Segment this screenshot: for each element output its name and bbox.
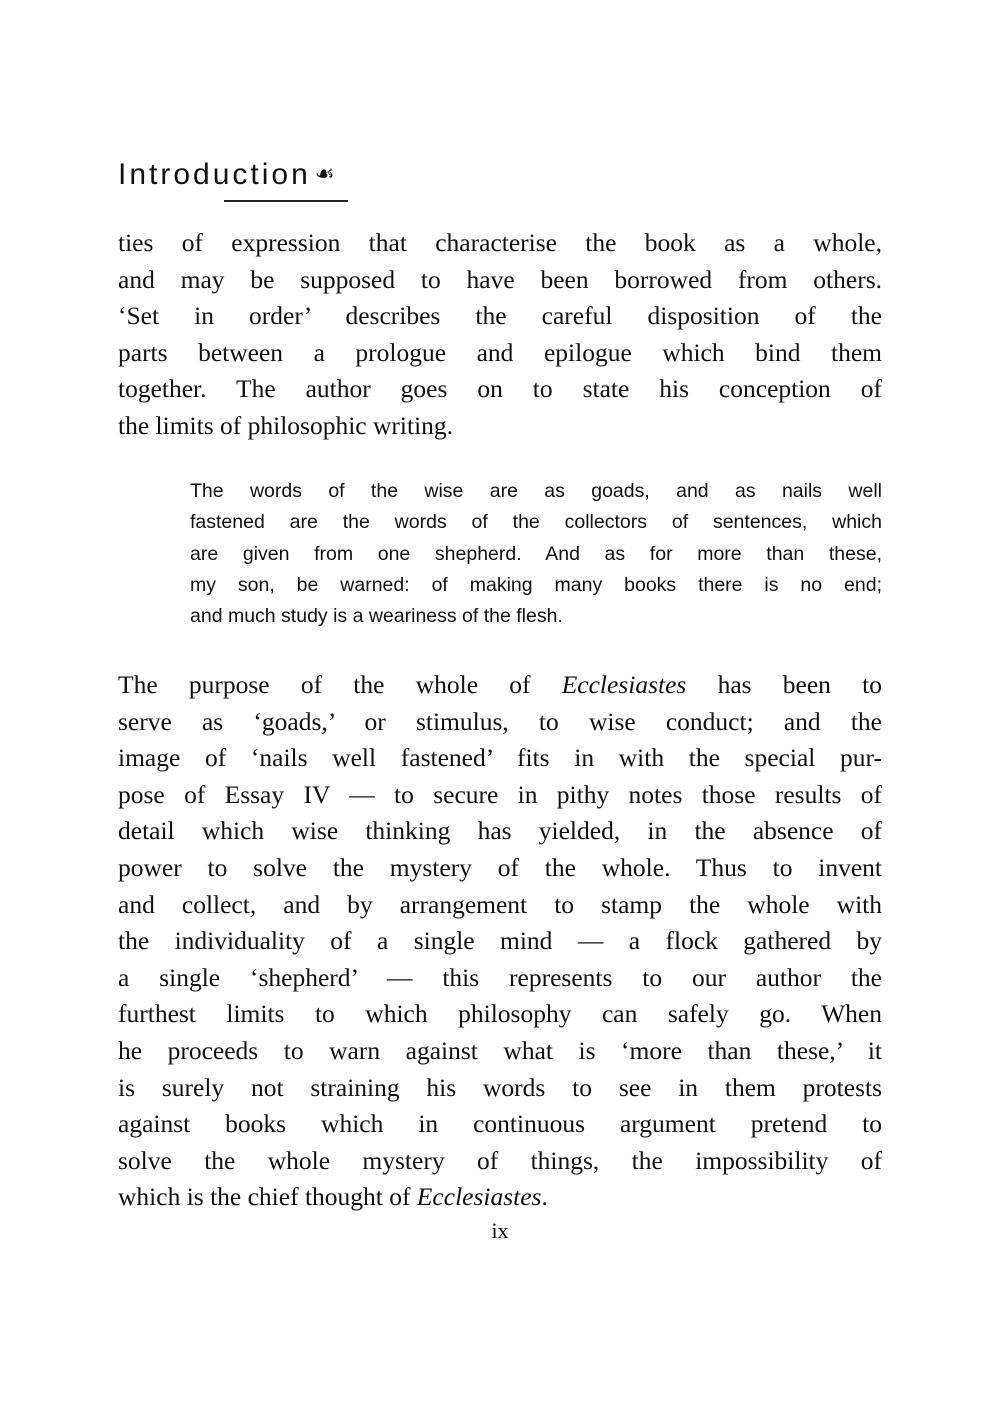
text-line: ties of expression that characterise the book as a whole, (118, 228, 882, 257)
text-line: is surely not straining his words to see in them protests (118, 1072, 882, 1102)
running-head-rule (224, 200, 348, 202)
text-run: has been to (686, 670, 882, 699)
book-title: Ecclesiastes (561, 670, 687, 699)
text-line: serve as ‘goads,’ or stimulus, to wise conduct; and the (118, 706, 882, 736)
page-number: ix (491, 1218, 509, 1243)
text-line: detail which wise thinking has yielded, in the absence of (118, 816, 882, 846)
text-line: and collect, and by arrangement to stamp the whole with (118, 889, 882, 919)
text-run: . (541, 1182, 548, 1212)
quote-line: fastened are the words of the collectors of sentences, which (190, 511, 882, 534)
text-line: parts between a prologue and epilogue which bind them (118, 337, 882, 367)
text-line: the limits of philosophic writing. (118, 410, 454, 440)
text-line: solve the whole mystery of things, the impossibility of (118, 1145, 882, 1175)
fleuron-icon: ☙ (314, 162, 335, 187)
quote-line: and much study is a weariness of the flesh. (190, 605, 563, 628)
text-line: together. The author goes on to state his conception of (118, 374, 882, 404)
text-line: furthest limits to which philosophy can safely go. When (118, 999, 882, 1029)
text-run: The purpose of the whole of (118, 670, 562, 699)
text-line: image of ‘nails well fastened’ fits in with the special pur- (118, 743, 882, 773)
paragraph-1 (118, 225, 882, 445)
text-run: which is the chief thought of (118, 1182, 417, 1212)
text-line: power to solve the mystery of the whole. Thus to invent (118, 852, 882, 882)
text-line: he proceeds to warn against what is ‘more than these,’ it (118, 1035, 882, 1065)
text-line: the individuality of a single mind — a flock gathered by (118, 926, 882, 956)
text-line: pose of Essay IV — to secure in pithy notes those results of (118, 779, 882, 809)
running-head (118, 158, 335, 192)
text-line: ‘Set in order’ describes the careful disposition of the (118, 301, 882, 331)
text-line: and may be supposed to have been borrowed from others. (118, 264, 882, 294)
text-line: against books which in continuous argument pretend to (118, 1109, 882, 1139)
quote-line: my son, be warned: of making many books there is no end; (190, 573, 882, 596)
book-title: Ecclesiastes (416, 1182, 542, 1212)
block-quotation (190, 476, 882, 632)
text-line (118, 1179, 882, 1216)
text-line (118, 667, 882, 704)
quote-line: are given from one shepherd. And as for more than these, (190, 542, 882, 565)
paragraph-2 (118, 667, 882, 1216)
text-line: a single ‘shepherd’ — this represents to our author the (118, 962, 882, 992)
running-head-title: Introduction (118, 158, 311, 191)
quote-line: The words of the wise are as goads, and as nails well (190, 480, 882, 502)
